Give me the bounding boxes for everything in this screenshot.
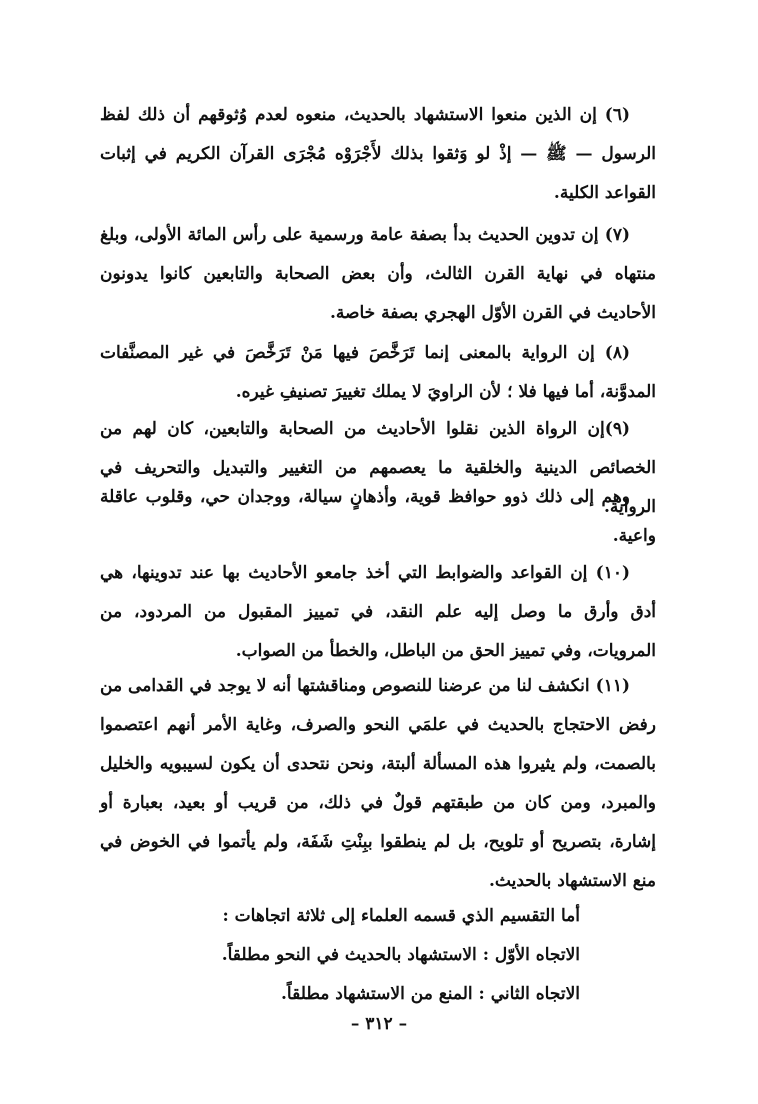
paragraph-10: (١٠) إن القواعد والضوابط التي أخذ جامعو الأحاديث بها عند تدوينها، هي أدق وأرق ما وصل إليه علم النقد، في تمييز المقبول من المردود، من المرويات، وفي تمييز الحق من الباطل، والخطأ من الصواب. (100, 563, 656, 661)
paragraph-11: (١١) انكشف لنا من عرضنا للنصوص ومناقشتها أنه لا يوجد في القدامى من رفض الاحتجاج بالحديث في علمَي النحو والصرف، وغاية الأمر أنهم اعتصموا بالصمت، ولم يثيروا هذه المسألة ألبتة، ونحن نتحدى أن يكون لسيبويه والخليل والمبرد، ومن كان من طبقتهم قولٌ في ذلك، من قريب أو بعيد، بعبارة أو إشارة، بتصريح أو تلويح، بل لم ينطقوا ببِنْتِ شَفَة، ولم يأتموا في الخوض في منع الاستشهاد بالحديث. (100, 676, 656, 891)
page-number: – ٣١٢ – (350, 1014, 408, 1034)
paragraph-6: (٦) إن الذين منعوا الاستشهاد بالحديث، منعوه لعدم وُثوقهم أن ذلك لفظ الرسول — ﷺ — إذْ لو وَثقوا بذلك لأَجْرَوْه مُجْرَى القرآن الكريم في إثبات القواعد الكلية. (100, 105, 656, 203)
first-direction: الاتجاه الأوّل : الاستشهاد بالحديث في النحو مطلقاً. (221, 945, 580, 965)
paragraph-7: (٧) إن تدوين الحديث بدأ بصفة عامة ورسمية على رأس المائة الأولى، وبلغ منتهاه في نهاية القرن الثالث، وأن بعض الصحابة والتابعين كانوا يدونون الأحاديث في القرن الأوّل الهجري بصفة خاصة. (100, 225, 656, 323)
paragraph-8: (٨) إن الرواية بالمعنى إنما تَرَخَّصَ فيها مَنْ تَرَخَّصَ في غير المصنَّفات المدوَّنة، أما فيها فلا ؛ لأن الراويَ لا يملك تغييرَ تصنيفِ غيره. (100, 343, 656, 402)
classification-intro: أما التقسيم الذي قسمه العلماء إلى ثلاثة اتجاهات : (222, 906, 580, 926)
second-direction: الاتجاه الثاني : المنع من الاستشهاد مطلقاً. (281, 984, 580, 1004)
classification-section (160, 897, 580, 1014)
paragraph-9: (٩)إن الرواة الذين نقلوا الأحاديث من الصحابة والتابعين، كان لهم من الخصائص الدينية والخلقية ما يعصمهم من التغيير والتبديل والتحريف في الرواية. (100, 419, 656, 517)
paragraph-9-continuation: وهم إلى ذلك ذوو حوافظ قوية، وأذهانٍ سيالة، ووجدان حي، وقلوب عاقلة واعية. (100, 487, 656, 546)
